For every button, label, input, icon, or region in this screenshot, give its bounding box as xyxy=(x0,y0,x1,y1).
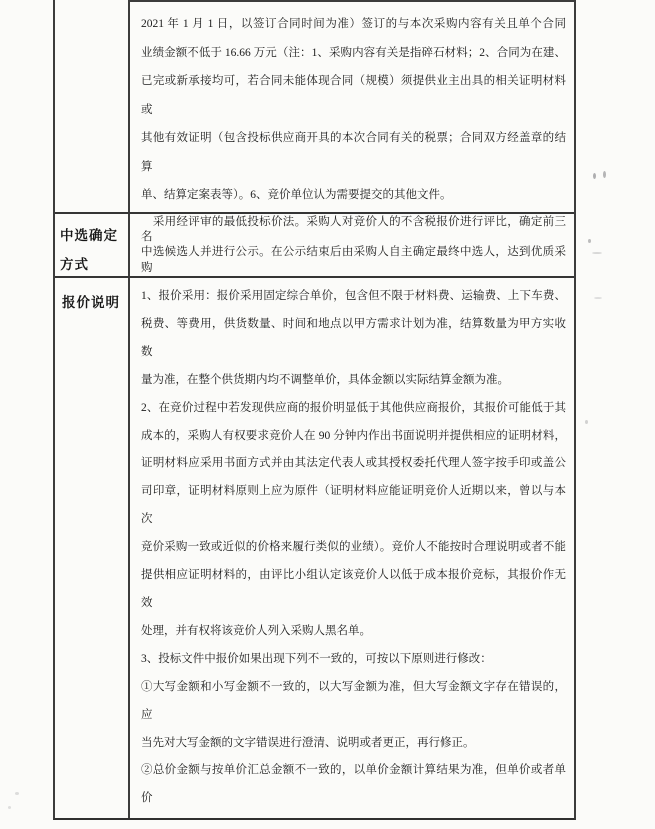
continued-requirements-row xyxy=(55,0,574,214)
text-line: 税费、等费用，供货数量、时间和地点以甲方需求计划为准，结算数量为甲方实收数 xyxy=(141,317,566,358)
quotation-notes-header-cell xyxy=(55,278,130,818)
text-line: 2021 年 1 月 1 日，以签订合同时间为准）签订的与本次采购内容有关且单个合同 xyxy=(141,18,566,30)
scan-noise xyxy=(593,173,596,179)
text-line: 成本的，采购人有权要求竞价人在 90 分钟内作出书面说明并提供相应的证明材料， xyxy=(141,429,566,442)
scan-noise xyxy=(585,420,588,424)
text-line xyxy=(141,813,566,818)
scan-noise xyxy=(592,252,602,254)
text-line: 1、报价采用：报价采用固定综合单价，包含但不限于材料费、运输费、上下车费、 xyxy=(141,290,566,302)
procurement-table xyxy=(53,0,576,820)
selection-method-header-cell xyxy=(55,214,130,276)
text-line: 已完或新承接均可，若合同未能体现合同（规模）须提供业主出具的相关证明材料或 xyxy=(141,75,566,116)
text-line: ①大写金额和小写金额不一致的，以大写金额为准，但大写金额文字存在错误的，应 xyxy=(141,680,566,721)
scan-noise xyxy=(8,806,11,809)
text-line: 量为准，在整个供货期内均不调整单价，具体金额以实际结算金额为准。 xyxy=(141,373,509,386)
selection-method-row xyxy=(55,214,574,278)
scan-noise xyxy=(15,792,19,795)
scan-noise xyxy=(588,239,591,243)
text-line: 采用经评审的最低投标价法。采购人对竞价人的不含税报价进行评比，确定前三名 xyxy=(141,216,566,244)
text-line: ②总价金额与按单价汇总金额不一致的，以单价金额计算结果为准，但单价或者单价 xyxy=(141,764,566,805)
text-line: 其他有效证明（包含投标供应商开具的本次合同有关的税票；合同双方经盖章的结算 xyxy=(141,132,566,173)
scan-noise xyxy=(594,297,602,299)
continued-requirements-header-cell xyxy=(55,0,130,212)
text-line: 当先对大写金额的文字错误进行澄清、说明或者更正，再行修正。 xyxy=(141,736,475,749)
text-line: 竞价采购一致或近似的价格来履行类似的业绩）。竞价人不能按时合理说明或者不能 xyxy=(141,541,566,554)
text-line xyxy=(141,210,566,213)
quotation-notes-row xyxy=(55,278,574,818)
quotation-notes-content-cell xyxy=(130,278,574,818)
text-line: 提供相应证明材料的，由评比小组认定该竞价人以低于成本报价竞标，其报价作无效 xyxy=(141,569,566,609)
scan-noise xyxy=(603,171,606,178)
text-line: 3、投标文件中报价如果出现下列不一致的，可按以下原则进行修改： xyxy=(141,652,492,665)
selection-method-content-cell xyxy=(130,214,574,276)
continued-requirements-content-cell xyxy=(130,0,574,212)
text-line: 司印章，证明材料原则上应为原件（证明材料应能证明竞价人近期以来，曾以与本次 xyxy=(141,485,566,526)
text-line: 2、在竞价过程中若发现供应商的报价明显低于其他供应商报价，其报价可能低于其 xyxy=(141,401,566,414)
row-header-label: 中选确定方式 xyxy=(60,228,118,272)
row-header-label: 报价说明 xyxy=(62,295,120,310)
text-line: 证明材料应采用书面方式并由其法定代表人或其授权委托代理人签字按手印或盖公 xyxy=(141,457,566,470)
text-line: 中选候选人并进行公示。在公示结束后由采购人自主确定最终中选人，达到优质采购 xyxy=(141,246,566,274)
text-line: 处理，并有权将该竞价人列入采购人黑名单。 xyxy=(141,624,371,637)
text-line: 业绩金额不低于 16.66 万元（注：1、采购内容有关是指碎石材料；2、合同为在建、 xyxy=(141,46,566,59)
text-line: 单、结算定案表等）。6、竞价单位认为需要提交的其他文件。 xyxy=(141,189,452,201)
